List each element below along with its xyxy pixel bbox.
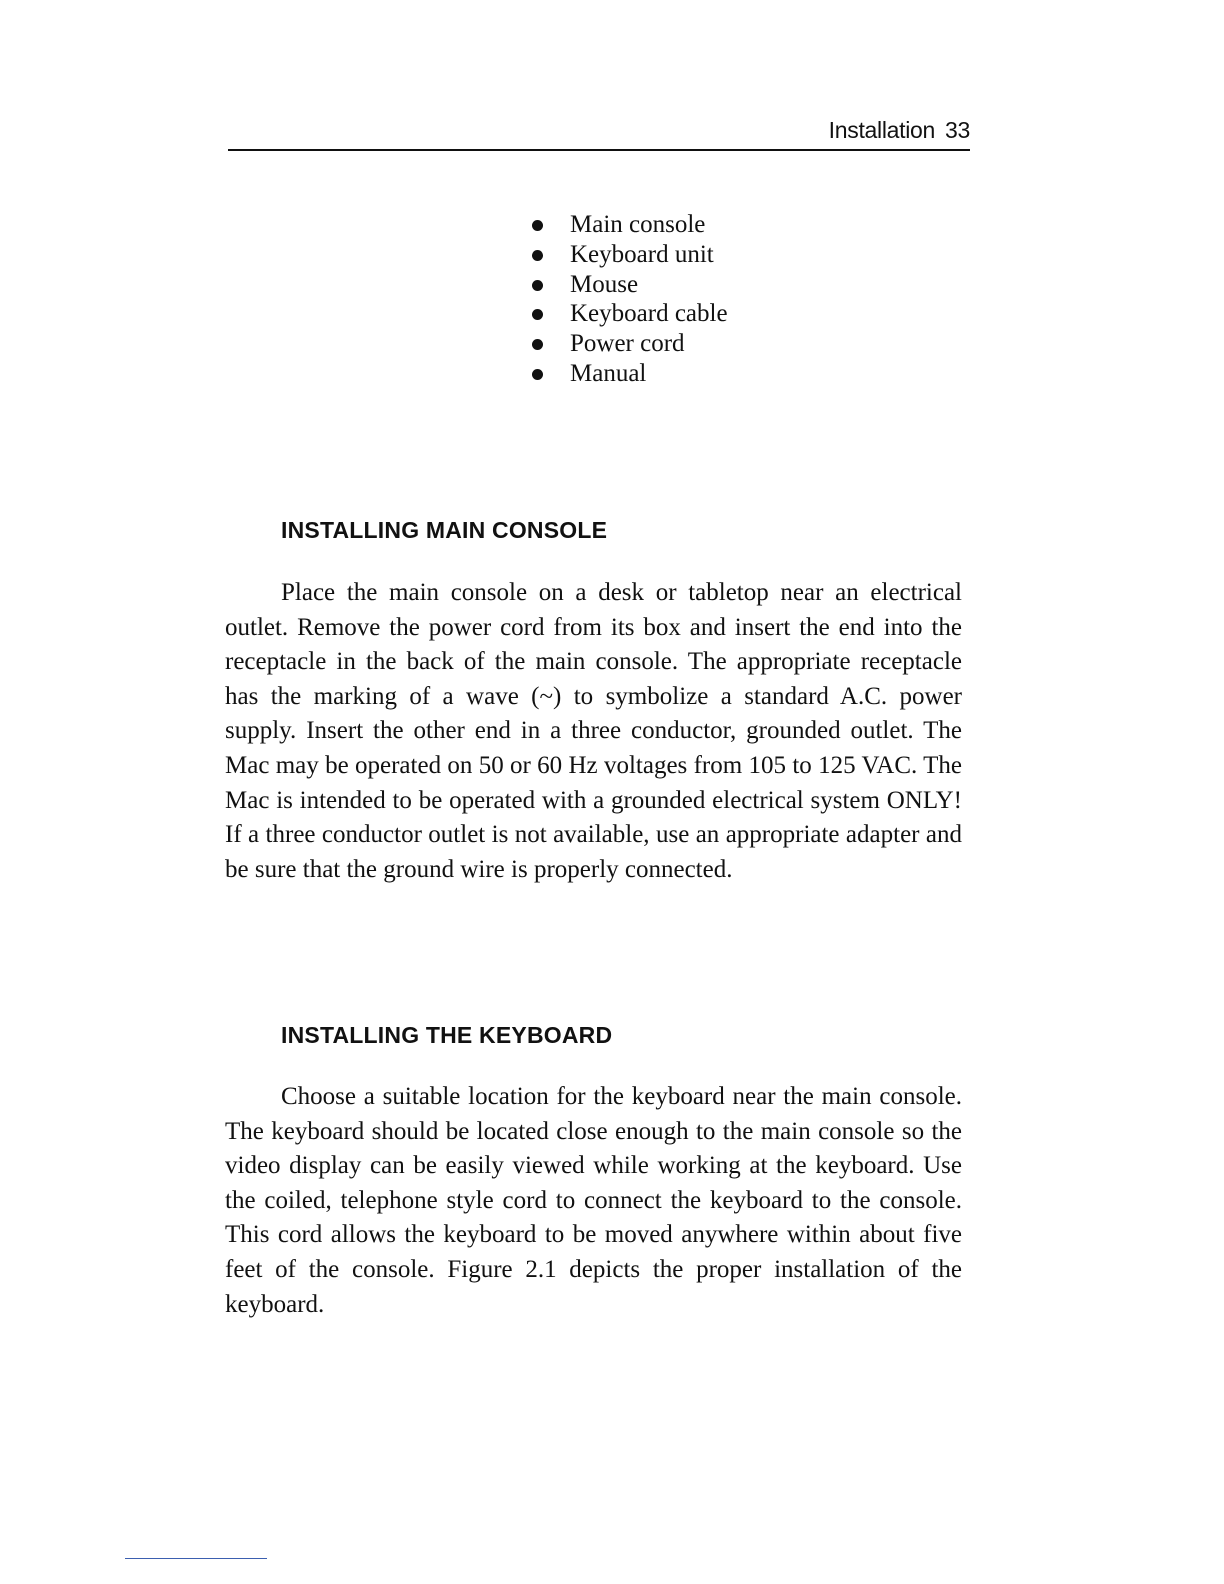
list-item: Mouse [528, 270, 728, 300]
section-title: Installation [828, 117, 936, 143]
list-item: Power cord [528, 329, 728, 359]
bullet-icon [532, 220, 543, 231]
list-item: Keyboard unit [528, 240, 728, 270]
page-number: 33 [945, 117, 970, 143]
section-body-main-console: Place the main console on a desk or tabletop near an electrical outlet. Remove the power cord from its box and insert the end into the receptacle in the back of the main console. The appropriate receptacle has the marking of a wave (~) to symbolize a standard A.C. power supply. Insert the other end in a three conductor, grounded outlet. The Mac may be operated on 50 or 60 Hz voltages from 105 to 125 VAC. The Mac is intended to be operated with a grounded electrical system ONLY! If a three conductor outlet is not available, use an appropriate adapter and be sure that the ground wire is properly connected. [225, 579, 962, 883]
bullet-icon [532, 369, 543, 380]
package-contents-list [528, 210, 728, 389]
list-item: Manual [528, 359, 728, 389]
bullet-icon [532, 309, 543, 320]
list-item: Main console [528, 210, 728, 240]
bullet-icon [532, 280, 543, 291]
running-header [228, 112, 970, 148]
bullet-icon [532, 339, 543, 350]
bullet-icon [532, 250, 543, 261]
list-item: Keyboard cable [528, 299, 728, 329]
section-heading-keyboard: INSTALLING THE KEYBOARD [281, 1022, 613, 1048]
footer-rule [125, 1558, 267, 1559]
section-body-keyboard: Choose a suitable location for the keyboard near the main console. The keyboard should be located close enough to the main console so the video display can be easily viewed while working at the keyboard. Use the coiled, telephone style cord to connect the keyboard to the console. This cord allows the keyboard to be moved anywhere within about five feet of the console. Figure 2.1 depicts the proper installation of the keyboard. [225, 1083, 962, 1318]
section-heading-main-console: INSTALLING MAIN CONSOLE [281, 517, 608, 543]
header-rule [228, 149, 970, 151]
